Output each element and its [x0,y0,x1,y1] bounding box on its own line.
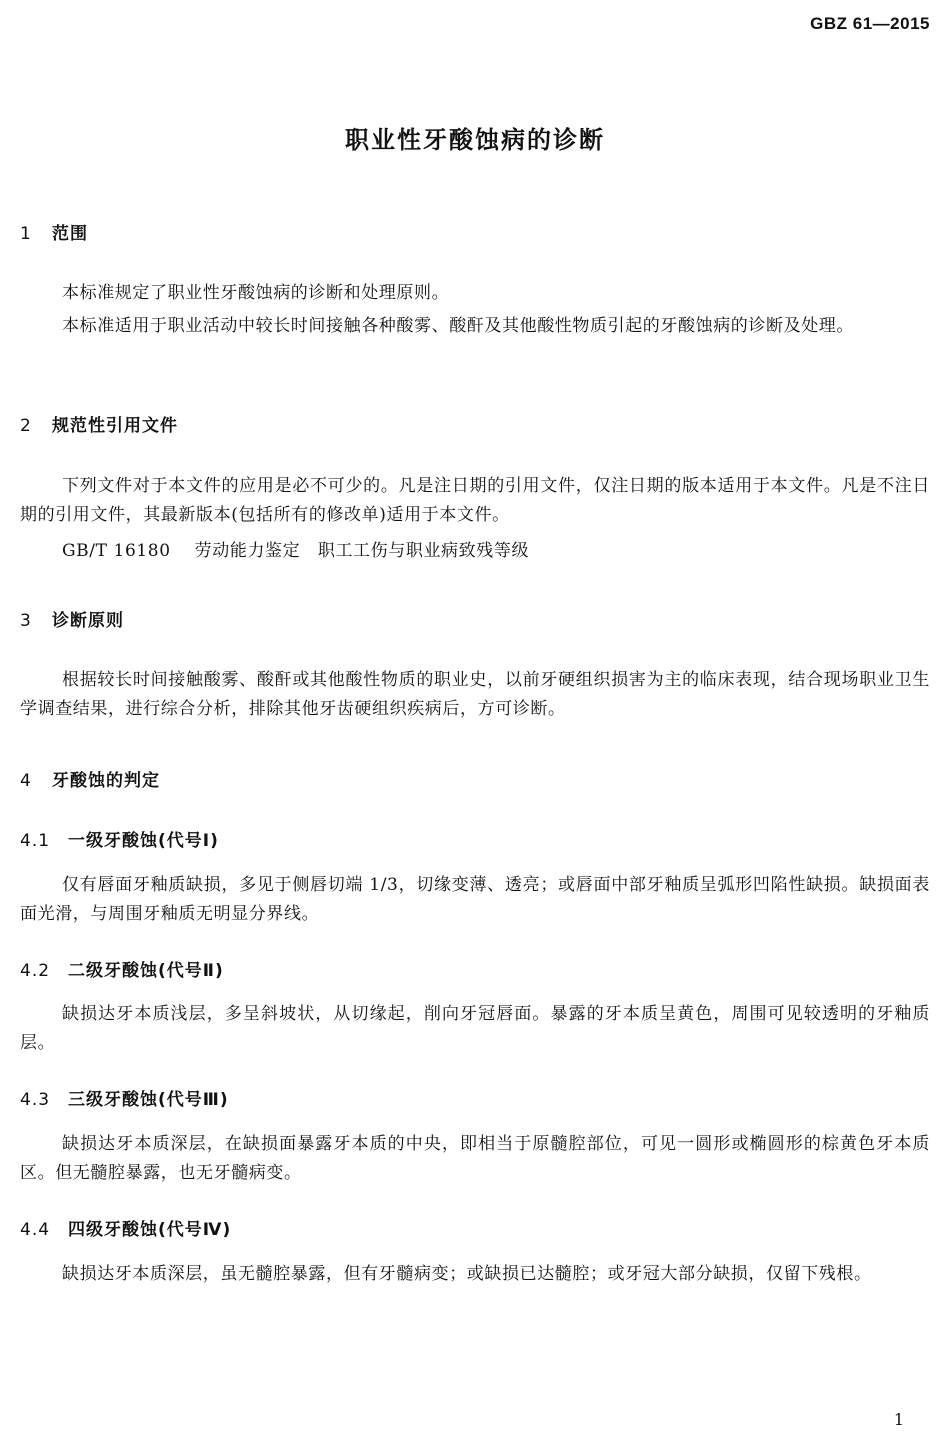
section-number: 1 [20,224,32,244]
subsection-title: 二级牙酸蚀(代号Ⅱ) [68,961,224,981]
section-3-heading [20,606,124,631]
document-title: 职业性牙酸蚀病的诊断 [345,126,605,154]
section-2-heading [20,411,178,436]
page-number: 1 [893,1410,904,1429]
section-4-heading [20,766,160,791]
subsection-title: 三级牙酸蚀(代号Ⅲ) [68,1090,229,1110]
reference-title: 劳动能力鉴定 职工工伤与职业病致残等级 [194,541,530,561]
standard-code: GBZ 61—2015 [810,14,930,33]
subsection-title: 四级牙酸蚀(代号Ⅳ) [68,1220,232,1240]
subsection-4-4-text: 缺损达牙本质深层，虽无髓腔暴露，但有牙髓病变；或缺损已达髓腔；或牙冠大部分缺损，仅留下残根。 [62,1264,872,1284]
subsection-4-3-heading [20,1085,229,1110]
section-title: 诊断原则 [52,611,124,631]
subsection-number: 4.4 [20,1220,51,1240]
normative-reference [20,537,930,566]
subsection-4-2-heading [20,956,224,981]
section-title: 范围 [52,224,88,244]
subsection-number: 4.2 [20,961,51,981]
reference-code: GB/T 16180 [62,541,171,561]
subsection-number: 4.1 [20,831,51,851]
section-number: 4 [20,771,32,791]
section-1-heading [20,219,88,244]
section-1-paragraph-2: 本标准适用于职业活动中较长时间接触各种酸雾、酸酐及其他酸性物质引起的牙酸蚀病的诊断及处理。 [62,316,854,336]
subsection-4-4-heading [20,1215,231,1240]
section-1-paragraph-1: 本标准规定了职业性牙酸蚀病的诊断和处理原则。 [62,283,450,303]
subsection-4-1-heading [20,826,219,851]
subsection-title: 一级牙酸蚀(代号Ⅰ) [68,831,219,851]
section-number: 2 [20,416,32,436]
subsection-4-3-text: 缺损达牙本质深层，在缺损面暴露牙本质的中央，即相当于原髓腔部位，可见一圆形或椭圆形的棕黄色牙本质区。但无髓腔暴露，也无牙髓病变。 [20,1134,930,1183]
subsection-4-1-text: 仅有唇面牙釉质缺损，多见于侧唇切端 1/3，切缘变薄、透亮；或唇面中部牙釉质呈弧形凹陷性缺损。缺损面表面光滑，与周围牙釉质无明显分界线。 [20,875,930,924]
section-title: 牙酸蚀的判定 [52,771,160,791]
section-3-paragraph-1: 根据较长时间接触酸雾、酸酐或其他酸性物质的职业史，以前牙硬组织损害为主的临床表现，结合现场职业卫生学调查结果，进行综合分析，排除其他牙齿硬组织疾病后，方可诊断。 [20,670,930,719]
section-number: 3 [20,611,32,631]
section-2-paragraph-1: 下列文件对于本文件的应用是必不可少的。凡是注日期的引用文件，仅注日期的版本适用于本文件。凡是不注日期的引用文件，其最新版本(包括所有的修改单)适用于本文件。 [20,476,930,525]
subsection-4-2-text: 缺损达牙本质浅层，多呈斜坡状，从切缘起，削向牙冠唇面。暴露的牙本质呈黄色，周围可见较透明的牙釉质层。 [20,1004,930,1053]
section-title: 规范性引用文件 [52,416,178,436]
subsection-number: 4.3 [20,1090,51,1110]
